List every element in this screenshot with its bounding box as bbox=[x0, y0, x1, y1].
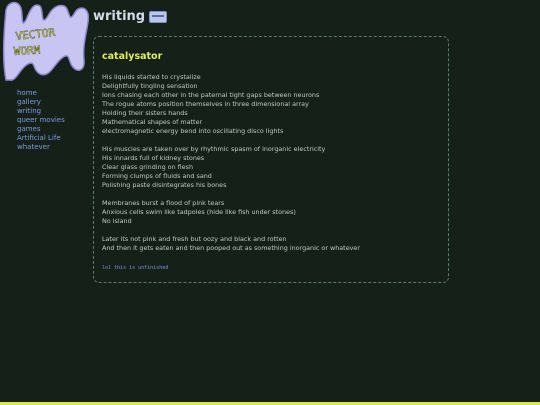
page-title bbox=[93, 9, 167, 24]
poem-line: Membranes burst a flood of pink tears bbox=[102, 199, 225, 207]
stanza bbox=[102, 199, 442, 226]
poem-line: The rogue atoms position themselves in three dimensional array bbox=[102, 100, 309, 108]
stanza bbox=[102, 73, 442, 136]
sidebar-item-artificial-life[interactable]: Artificial Life bbox=[17, 134, 61, 142]
poem-body bbox=[102, 73, 442, 262]
poem-line: His liquids started to crystalize bbox=[102, 73, 201, 81]
sidebar-item-writing[interactable]: writing bbox=[17, 107, 42, 115]
logo-text-line1: VECTOR bbox=[14, 25, 56, 43]
poem-line: His innards full of kidney stones bbox=[102, 154, 205, 162]
poem-line: Clear glass grinding on flesh bbox=[102, 163, 193, 171]
stanza bbox=[102, 145, 442, 190]
vector-worm-logo[interactable] bbox=[0, 0, 92, 82]
post-card bbox=[93, 36, 449, 283]
poem-line: No island bbox=[102, 217, 132, 225]
sidebar-item-queer-movies[interactable]: queer movies bbox=[17, 116, 65, 124]
poem-line: And then it gets eaten and then pooped out as something inorganic or whatever bbox=[102, 244, 360, 252]
stanza bbox=[102, 235, 442, 253]
poem-line: His muscles are taken over by rhythmic spasm of inorganic electricity bbox=[102, 145, 326, 153]
sidebar-nav bbox=[17, 89, 65, 152]
poem-line: Mathematical shapes of matter bbox=[102, 118, 203, 126]
poem-line: Anxious cells swim like tadpoles (hide like fish under stones) bbox=[102, 208, 296, 216]
sidebar-item-whatever[interactable]: whatever bbox=[17, 143, 50, 151]
poem-line: Holding their sisters hands bbox=[102, 109, 188, 117]
poem-line: electromagnetic energy bend into oscillating disco lights bbox=[102, 127, 284, 135]
poem-line: Polishing paste disintegrates his bones bbox=[102, 181, 227, 189]
poem-line: Forming clumps of fluids and sand bbox=[102, 172, 212, 180]
post-title: catalysator bbox=[102, 51, 163, 62]
logo-text-line2: WORM bbox=[13, 43, 41, 58]
sidebar-item-games[interactable]: games bbox=[17, 125, 41, 133]
page-title-text: writing bbox=[93, 9, 146, 24]
sidebar-item-home[interactable]: home bbox=[17, 89, 37, 97]
poem-line: Later its not pink and fresh but oozy and black and rotten bbox=[102, 235, 287, 243]
poem-line: Delightfully tingling sensation bbox=[102, 82, 198, 90]
keyboard-icon bbox=[149, 11, 167, 23]
poem-line: Ions chasing each other in the paternal tight gaps between neurons bbox=[102, 91, 320, 99]
sidebar-item-gallery[interactable]: gallery bbox=[17, 98, 41, 106]
post-footnote: lol this is unfinished bbox=[102, 265, 169, 271]
